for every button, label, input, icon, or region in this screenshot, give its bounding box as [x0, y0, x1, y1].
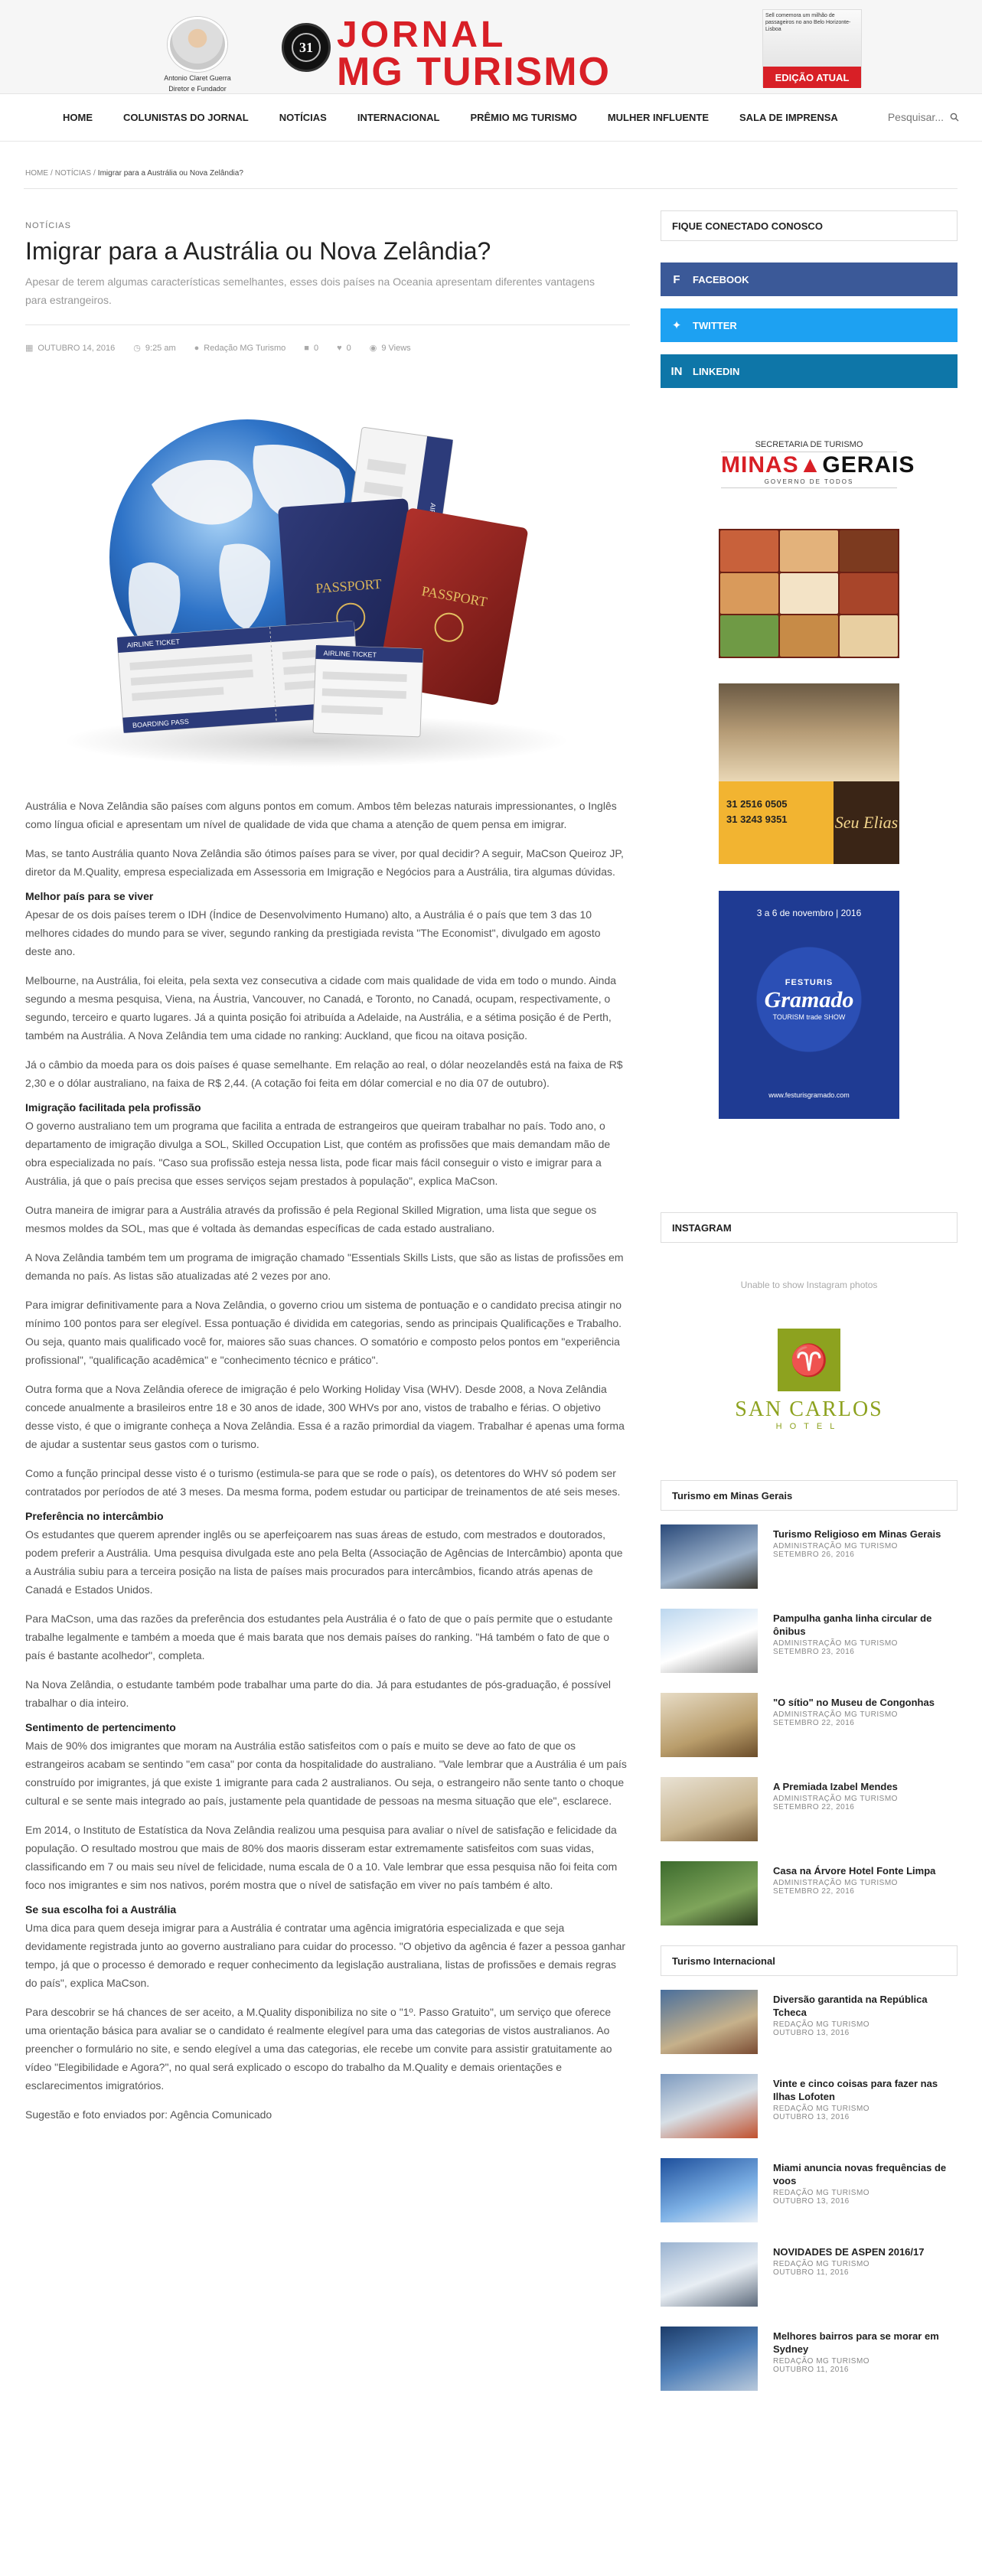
- paragraph: O governo australiano tem um programa que facilita a entrada de estrangeiros que queiram trabalhar no país. Todo ano, o departamento de imigração divulga a SOL, Skilled Occupation List, que contém as profissões que mais demandam mão de obra especializada no país. "Caso sua profissão esteja nessa lista, pode ficar mais fácil conseguir o visto e imigrar para a Austrália, já que o país precisa que esses serviços sejam prestados à população", explica MaCson.: [25, 1120, 611, 1187]
- post-item[interactable]: [661, 1524, 958, 1590]
- nav-item-colunistas-do-jornal[interactable]: COLUNISTAS DO JORNAL: [123, 112, 249, 123]
- post-title[interactable]: Diversão garantida na República Tcheca: [773, 1994, 928, 2018]
- edition-cover: Sell comemora um milhão de passageiros no ano Belo Horizonte-Lisboa: [763, 10, 861, 67]
- post-title[interactable]: Melhores bairros para se morar em Sydney: [773, 2330, 939, 2355]
- post-item[interactable]: [661, 1861, 958, 1927]
- post-title[interactable]: NOVIDADES DE ASPEN 2016/17: [773, 2246, 925, 2258]
- article-title: Imigrar para a Austrália ou Nova Zelândia?: [25, 237, 491, 265]
- post-item[interactable]: [661, 1777, 958, 1843]
- paragraph: Já o câmbio da moeda para os dois países é quase semelhante. Em relação ao real, o dólar neozelandês está na faixa de R$ 2,30 e o dólar australiano, na faixa de R$ 2,44. (A cotação foi feita em dólar comercial e no dia 07 de outubro).: [25, 1058, 623, 1089]
- post-date: SETEMBRO 22, 2016: [773, 1803, 855, 1811]
- ad-restaurant-collage[interactable]: [719, 529, 899, 658]
- post-date: SETEMBRO 23, 2016: [773, 1648, 855, 1656]
- san-carlos-logo-icon: ♈: [778, 1329, 840, 1391]
- heart-icon: ♥: [337, 343, 342, 353]
- post-title[interactable]: Miami anuncia novas frequências de voos: [773, 2162, 947, 2186]
- edition-label: EDIÇÃO ATUAL: [763, 67, 861, 88]
- meta-likes[interactable]: ♥ 0: [337, 343, 351, 353]
- meta-comments[interactable]: ■ 0: [304, 343, 319, 353]
- divider: [24, 188, 958, 189]
- post-author[interactable]: REDAÇÃO MG TURISMO: [773, 2189, 870, 2197]
- paragraph: Os estudantes que querem aprender inglês ou se aperfeiçoarem nas suas áreas de estudo, com mestrados e doutorados, podem preferir a Austrália. Uma pesquisa divulgada este ano pela Belta (Associação de Agências de Intercâmbio) aponta que a Austrália subiu para a terceira posição na lista de países mais procurados para intercâmbios, ficando atrás apenas de Canadá e Estados Unidos.: [25, 1528, 623, 1596]
- post-date: OUTUBRO 13, 2016: [773, 2197, 850, 2206]
- article-column: [25, 169, 630, 2134]
- social-linkedin-link[interactable]: [661, 354, 958, 388]
- site-logo[interactable]: [337, 17, 611, 92]
- post-thumbnail[interactable]: [661, 2242, 758, 2307]
- founder-role: Diretor e Fundador: [168, 85, 227, 93]
- post-thumbnail[interactable]: [661, 1777, 758, 1841]
- post-author[interactable]: ADMINISTRAÇÃO MG TURISMO: [773, 1639, 898, 1648]
- social-links: [661, 262, 958, 388]
- section-heading: Melhor país para se viver: [25, 890, 154, 902]
- nav-item-pr-mio-mg-turismo[interactable]: PRÊMIO MG TURISMO: [470, 112, 577, 123]
- eye-icon: ◉: [369, 344, 377, 353]
- ad-phone-1: 31 2516 0505: [726, 798, 788, 810]
- post-author[interactable]: REDAÇÃO MG TURISMO: [773, 2020, 870, 2029]
- sidebar: [661, 210, 958, 2411]
- post-item[interactable]: [661, 2327, 958, 2392]
- post-date: OUTUBRO 11, 2016: [773, 2366, 849, 2374]
- paragraph: Sugestão e foto enviados por: Agência Comunicado: [25, 2108, 272, 2121]
- post-title[interactable]: Pampulha ganha linha circular de ônibus: [773, 1612, 932, 1637]
- post-thumbnail[interactable]: [661, 2074, 758, 2138]
- ad-seu-elias[interactable]: [719, 683, 899, 864]
- connect-widget-title: FIQUE CONECTADO CONOSCO: [661, 210, 958, 241]
- post-item[interactable]: [661, 1609, 958, 1674]
- intl-tourism-widget-title: Turismo Internacional: [661, 1945, 958, 1976]
- post-thumbnail[interactable]: [661, 1693, 758, 1757]
- nav-item-mulher-influente[interactable]: MULHER INFLUENTE: [607, 112, 710, 123]
- paragraph: Para MaCson, uma das razões da preferência dos estudantes pela Austrália é o fato de que o país permite que o estudante trabalhe legalmente e também a moeda que é mais barata que nos demais países do ranking. "Há também o fato de que o país é bastante acolhedor", completa.: [25, 1612, 613, 1661]
- nav-items: [47, 112, 853, 123]
- social-facebook-link[interactable]: [661, 262, 958, 296]
- post-title[interactable]: "O sítio" no Museu de Congonhas: [773, 1697, 935, 1708]
- post-thumbnail[interactable]: [661, 1861, 758, 1925]
- post-item[interactable]: [661, 2242, 958, 2308]
- post-date: OUTUBRO 13, 2016: [773, 2029, 850, 2037]
- post-author[interactable]: REDAÇÃO MG TURISMO: [773, 2357, 870, 2366]
- post-item[interactable]: [661, 1693, 958, 1759]
- post-author[interactable]: ADMINISTRAÇÃO MG TURISMO: [773, 1879, 898, 1887]
- anniversary-seal-icon[interactable]: [282, 23, 331, 72]
- post-date: OUTUBRO 13, 2016: [773, 2113, 850, 2121]
- calendar-icon: ▦: [25, 344, 34, 353]
- svg-text:AIRLINE TICKET: AIRLINE TICKET: [126, 637, 181, 650]
- clock-icon: ◷: [133, 344, 141, 353]
- ad-brand: Seu Elias: [834, 781, 899, 864]
- logo-line-2: MG TURISMO: [337, 50, 611, 94]
- meta-time: ◷ 9:25 am: [133, 343, 176, 353]
- logo-line-1: JORNAL: [337, 15, 507, 55]
- search-input[interactable]: Pesquisar...: [887, 111, 944, 123]
- svg-text:PASSPORT: PASSPORT: [315, 576, 383, 596]
- post-thumbnail[interactable]: [661, 2327, 758, 2391]
- founder-photo: [168, 17, 227, 72]
- article-meta: [25, 343, 630, 353]
- main-nav: [0, 94, 982, 142]
- user-icon: ●: [194, 343, 200, 353]
- post-author[interactable]: REDAÇÃO MG TURISMO: [773, 2105, 870, 2113]
- post-title[interactable]: Turismo Religioso em Minas Gerais: [773, 1528, 941, 1540]
- facebook-icon: F: [673, 272, 680, 286]
- article-category[interactable]: NOTÍCIAS: [25, 221, 71, 230]
- founder-name: Antonio Claret Guerra: [164, 74, 231, 82]
- post-thumbnail[interactable]: [661, 1524, 758, 1589]
- nav-item-sala-de-imprensa[interactable]: SALA DE IMPRENSA: [739, 112, 838, 123]
- post-thumbnail[interactable]: [661, 2158, 758, 2222]
- meta-date: ▦ OUTUBRO 14, 2016: [25, 343, 116, 353]
- paragraph: Austrália e Nova Zelândia são países com alguns pontos em comum. Ambos têm belezas naturais impressionantes, o Inglês como língua oficial e apresentam um nível de qualidade de vida que chama a atenção de quem pensa em imigrar.: [25, 800, 617, 830]
- instagram-error: Unable to show Instagram photos: [740, 1280, 878, 1290]
- post-date: SETEMBRO 22, 2016: [773, 1887, 855, 1896]
- post-item[interactable]: [661, 2074, 958, 2140]
- breadcrumb-current: Imigrar para a Austrália ou Nova Zelândia?: [97, 169, 243, 178]
- mg-tourism-posts: [661, 1524, 958, 1927]
- paragraph: Na Nova Zelândia, o estudante também pode trabalhar uma parte do dia. Já para estudantes de pós-graduação, é possível trabalhar o dia inteiro.: [25, 1678, 612, 1709]
- post-title[interactable]: Casa na Árvore Hotel Fonte Limpa: [773, 1865, 936, 1877]
- article-body: [25, 797, 630, 2124]
- article-subtitle: Apesar de terem algumas características semelhantes, esses dois países na Oceania apresentam diferentes vantagens para estrangeiros.: [25, 276, 595, 306]
- post-thumbnail[interactable]: [661, 1990, 758, 2054]
- post-author[interactable]: ADMINISTRAÇÃO MG TURISMO: [773, 1795, 898, 1803]
- comment-icon: ■: [304, 343, 309, 353]
- article-image: [25, 393, 607, 775]
- post-author[interactable]: REDAÇÃO MG TURISMO: [773, 2260, 870, 2268]
- post-item[interactable]: [661, 1990, 958, 2056]
- breadcrumb-section[interactable]: NOTÍCIAS: [54, 169, 92, 178]
- ad-san-carlos-hotel[interactable]: ♈ SAN CARLOS HOTEL: [725, 1329, 893, 1431]
- meta-views: ◉ 9 Views: [369, 343, 411, 353]
- paragraph: Melbourne, na Austrália, foi eleita, pela sexta vez consecutiva a cidade com mais qualidade de vida em todo o mundo. Ainda segundo a mesma pesquisa, Viena, na Áustria, Vancouver, no Canadá, e Toronto, no Canadá, ocupam, respectivamente, o segundo, terceiro e quarto lugares. Já a quinta posição foi atribuída a Adelaide, na Austrália, e a sétima posição é de Perth, também na Austrália. A Nova Zelândia tem uma cidade no ranking: Auckland, que ficou na oitava posição.: [25, 974, 617, 1042]
- ad-setur-minas-gerais[interactable]: SECRETARIA DE TURISMO MINAS▲GERAIS GOVERNO DE TODOS: [721, 440, 897, 506]
- instagram-widget-title: INSTAGRAM: [661, 1212, 958, 1243]
- paragraph: A Nova Zelândia também tem um programa de imigração chamado "Essentials Skills Lists, que são as listas de profissões em demanda no país. As listas são atualizadas até 2 vezes por ano.: [25, 1251, 624, 1282]
- post-item[interactable]: [661, 2158, 958, 2224]
- nav-item-not-cias[interactable]: NOTÍCIAS: [279, 112, 327, 123]
- current-edition[interactable]: [762, 9, 862, 87]
- mg-tourism-widget-title: Turismo em Minas Gerais: [661, 1480, 958, 1511]
- section-heading: Sentimento de pertencimento: [25, 1721, 176, 1733]
- post-thumbnail[interactable]: [661, 1609, 758, 1673]
- post-date: SETEMBRO 26, 2016: [773, 1550, 855, 1559]
- founder-badge[interactable]: [159, 17, 236, 93]
- paragraph: Mas, se tanto Austrália quanto Nova Zelândia são ótimos países para se viver, por qual decidir? A seguir, MaCson Queiroz JP, diretor da M.Quality, empresa especializada em Assessoria em Imigração e Negócios para a Austrália, tira algumas dúvidas.: [25, 847, 624, 878]
- paragraph: Para descobrir se há chances de ser aceito, a M.Quality disponibiliza no site o "1º. Passo Gratuito", um serviço que oferece uma orientação básica para avaliar se o candidato é realmente elegível para uma das categorias de vistos australianos. Ao preencher o formulário no site, e sendo elegível a uma das categorias, ele recebe um convite para assistir gratuitamente ao vídeo "Elegibilidade e Agora?", no qual será explicado o escopo do trabalho da M.Quality e demais orientações e esclarecimentos imigratórios.: [25, 2006, 612, 2092]
- intl-tourism-posts: [661, 1990, 958, 2392]
- ad-phone-2: 31 3243 9351: [726, 814, 788, 825]
- svg-text:PASSPORT: PASSPORT: [420, 582, 488, 610]
- post-date: OUTUBRO 11, 2016: [773, 2268, 849, 2277]
- paragraph: Para imigrar definitivamente para a Nova Zelândia, o governo criou um sistema de pontuação e o candidato precisa atingir no mínimo 100 pontos para ser elegível. Essa pontuação é dividida em categorias, sendo as principais Qualificações e Trabalho. Ou seja, quanto mais qualificado você for, maiores são suas chances. O somatório e composto pelos pontos em "experiência profissional", "qualificação acadêmica" e "conhecimento técnico e prático".: [25, 1299, 622, 1366]
- paragraph: Em 2014, o Instituto de Estatística da Nova Zelândia realizou uma pesquisa para avaliar o nível de satisfação e felicidade da população. O resultado mostrou que mais de 80% dos maoris disseram estar extremamente satisfeitos com suas vidas, classificando em 7 ou mais seu nível de felicidade, numa escala de 0 a 10. Vale lembrar que essa pesquisa não foi feita com foco nos imigrantes e sim nos nativos, porém mostra que o nível de satisfação em viver no país também é alto.: [25, 1824, 618, 1891]
- ad-festuris-gramado[interactable]: 3 a 6 de novembro | 2016 FESTURIS Gramado TOURISM trade SHOW www.festurisgramado.com: [719, 891, 899, 1149]
- breadcrumb-home[interactable]: HOME: [25, 169, 48, 178]
- paragraph: Como a função principal desse visto é o turismo (estimula-se para que se rode o país), os detentores do WHV só podem ser contratados por períodos de até 3 meses. Da mesma forma, podem estudar ou participar de treinamentos de até seis meses.: [25, 1467, 621, 1498]
- social-label: TWITTER: [693, 319, 737, 331]
- paragraph: Outra forma que a Nova Zelândia oferece de imigração é pelo Working Holiday Visa (WHV). Desde 2008, a Nova Zelândia concede anualmente a brasileiros entre 18 e 30 anos de idade, 300 WHVs por ano, vistos de trabalho e férias. O objetivo desse visto, é que o imigrante conheça a Nova Zelândia. Essa é a razão primordial da viagem. Trabalhar é apenas uma forma de ajudar a sustentar seus gastos com o turismo.: [25, 1383, 625, 1450]
- svg-text:AIRLINE TICKET: AIRLINE TICKET: [323, 649, 377, 659]
- twitter-icon: ✦: [671, 319, 682, 332]
- site-header: [0, 0, 982, 94]
- meta-author[interactable]: ● Redação MG Turismo: [194, 343, 286, 353]
- section-heading: Preferência no intercâmbio: [25, 1510, 164, 1522]
- post-author[interactable]: ADMINISTRAÇÃO MG TURISMO: [773, 1710, 898, 1719]
- section-heading: Se sua escolha foi a Austrália: [25, 1903, 177, 1916]
- breadcrumb: HOME / NOTÍCIAS / Imigrar para a Austrália ou Nova Zelândia?: [25, 169, 243, 178]
- post-title[interactable]: Vinte e cinco coisas para fazer nas Ilhas Lofoten: [773, 2078, 938, 2102]
- paragraph: Apesar de os dois países terem o IDH (Índice de Desenvolvimento Humano) alto, a Austrália é o país que tem 3 das 10 melhores cidades do mundo para se viver, segundo ranking da prestigiada revista "The Economist", divulgado em agosto deste ano.: [25, 908, 601, 957]
- social-label: LINKEDIN: [693, 365, 740, 377]
- paragraph: Mais de 90% dos imigrantes que moram na Austrália estão satisfeitos com o país e muito se deve ao fato de que os estrangeiros acabam se sentindo "em casa" por conta da hospitalidade do australiano. "Vale lembrar que a Austrália é um país construído por imigrantes, já que existe 1 imigrante para cada 2 australianos. Ou seja, o estrangeiro não sente tanto o choque cultural e se sente mais integrado ao país, justamente pela quantidade de pessoas na mesma situação que ele", esclarece.: [25, 1740, 627, 1807]
- paragraph: Uma dica para quem deseja imigrar para a Austrália é contratar uma agência imigratória especializada e que seja devidamente registrada junto ao governo australiano para cuidar do processo. "O objetivo da agência é fazer a pessoa ganhar tempo, já que o processo é demorado e requer conhecimento da legislação australiana, listas de profissões e demais regras do país", explica MaCson.: [25, 1922, 626, 1989]
- section-heading: Imigração facilitada pela profissão: [25, 1101, 201, 1114]
- search-icon[interactable]: [950, 112, 959, 122]
- nav-item-internacional[interactable]: INTERNACIONAL: [357, 112, 440, 123]
- search-box[interactable]: [888, 111, 959, 123]
- linkedin-icon: IN: [670, 364, 683, 378]
- paragraph: Outra maneira de imigrar para a Austrália através da profissão é pela Regional Skilled Migration, uma lista que segue os mesmos moldes da SOL, mas que é voltada às demandas específicas de cada estado australiano.: [25, 1204, 597, 1234]
- divider: [25, 324, 630, 325]
- social-twitter-link[interactable]: [661, 308, 958, 342]
- post-date: SETEMBRO 22, 2016: [773, 1719, 855, 1727]
- svg-text:BOARDING PASS: BOARDING PASS: [132, 717, 190, 729]
- post-title[interactable]: A Premiada Izabel Mendes: [773, 1781, 898, 1792]
- nav-item-home[interactable]: HOME: [63, 112, 93, 123]
- social-label: FACEBOOK: [693, 273, 749, 285]
- post-author[interactable]: ADMINISTRAÇÃO MG TURISMO: [773, 1542, 898, 1550]
